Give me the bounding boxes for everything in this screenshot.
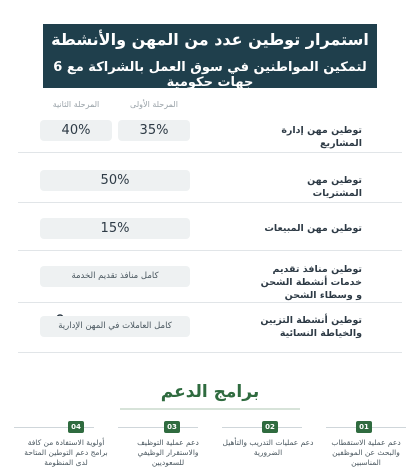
row-label-project-management: توطين مهن إدارة المشاريع xyxy=(281,125,362,149)
support-title-underline xyxy=(120,408,300,410)
page-subtitle: لتمكين المواطنين في سوق العمل بالشراكة مع 6 جهات حكومية xyxy=(53,60,367,90)
row-divider xyxy=(18,202,402,203)
step-text-02: دعم عمليات التدريب والتأهيل الضرورية xyxy=(222,438,314,457)
combined-value: كامل العاملات في المهن الإدارية xyxy=(40,316,190,337)
row-label-sales: توطين مهن المبيعات xyxy=(264,223,362,234)
row-divider xyxy=(18,250,402,251)
row-divider xyxy=(18,352,402,353)
row-label-procurement: توطين مهن المشتريات xyxy=(307,175,362,199)
title-banner xyxy=(43,24,377,88)
row-divider xyxy=(18,152,402,153)
step-badge-03: 03 xyxy=(164,421,180,433)
step-text-03: دعم عملية التوظيف والاستقرار الوظيفي للسعوديين xyxy=(137,438,199,467)
step-badge-02: 02 xyxy=(262,421,278,433)
support-title: برامج الدعم xyxy=(160,382,260,402)
step-text-04: أولوية الاستفادة من كافة برامج دعم التوطين المتاحة لدى المنظومة xyxy=(24,438,108,467)
phase1-value: 35% xyxy=(118,120,190,141)
combined-value: 50% xyxy=(40,170,190,191)
combined-value: 15% xyxy=(40,218,190,239)
page-title: استمرار توطين عدد من المهن والأنشطة xyxy=(51,30,369,49)
step-badge-01: 01 xyxy=(356,421,372,433)
row-label-tailoring: توطين أنشطة التزيين والخياطة النسائية xyxy=(260,315,362,339)
row-divider xyxy=(18,302,402,303)
phase2-value: 40% xyxy=(40,120,112,141)
column-header-phase2: المرحلة الثانية xyxy=(52,100,100,109)
column-header-phase1: المرحلة الأولى xyxy=(130,100,178,109)
step-text-01: دعم عملية الاستقطاب والبحث عن الموظفين المناسبين xyxy=(331,438,401,467)
row-label-shipping: توطين منافذ تقديم خدمات أنشطة الشحن و وسطاء الشحن xyxy=(260,264,362,301)
step-line xyxy=(118,427,198,428)
combined-value: كامل منافذ تقديم الخدمة xyxy=(40,266,190,287)
step-badge-04: 04 xyxy=(68,421,84,433)
